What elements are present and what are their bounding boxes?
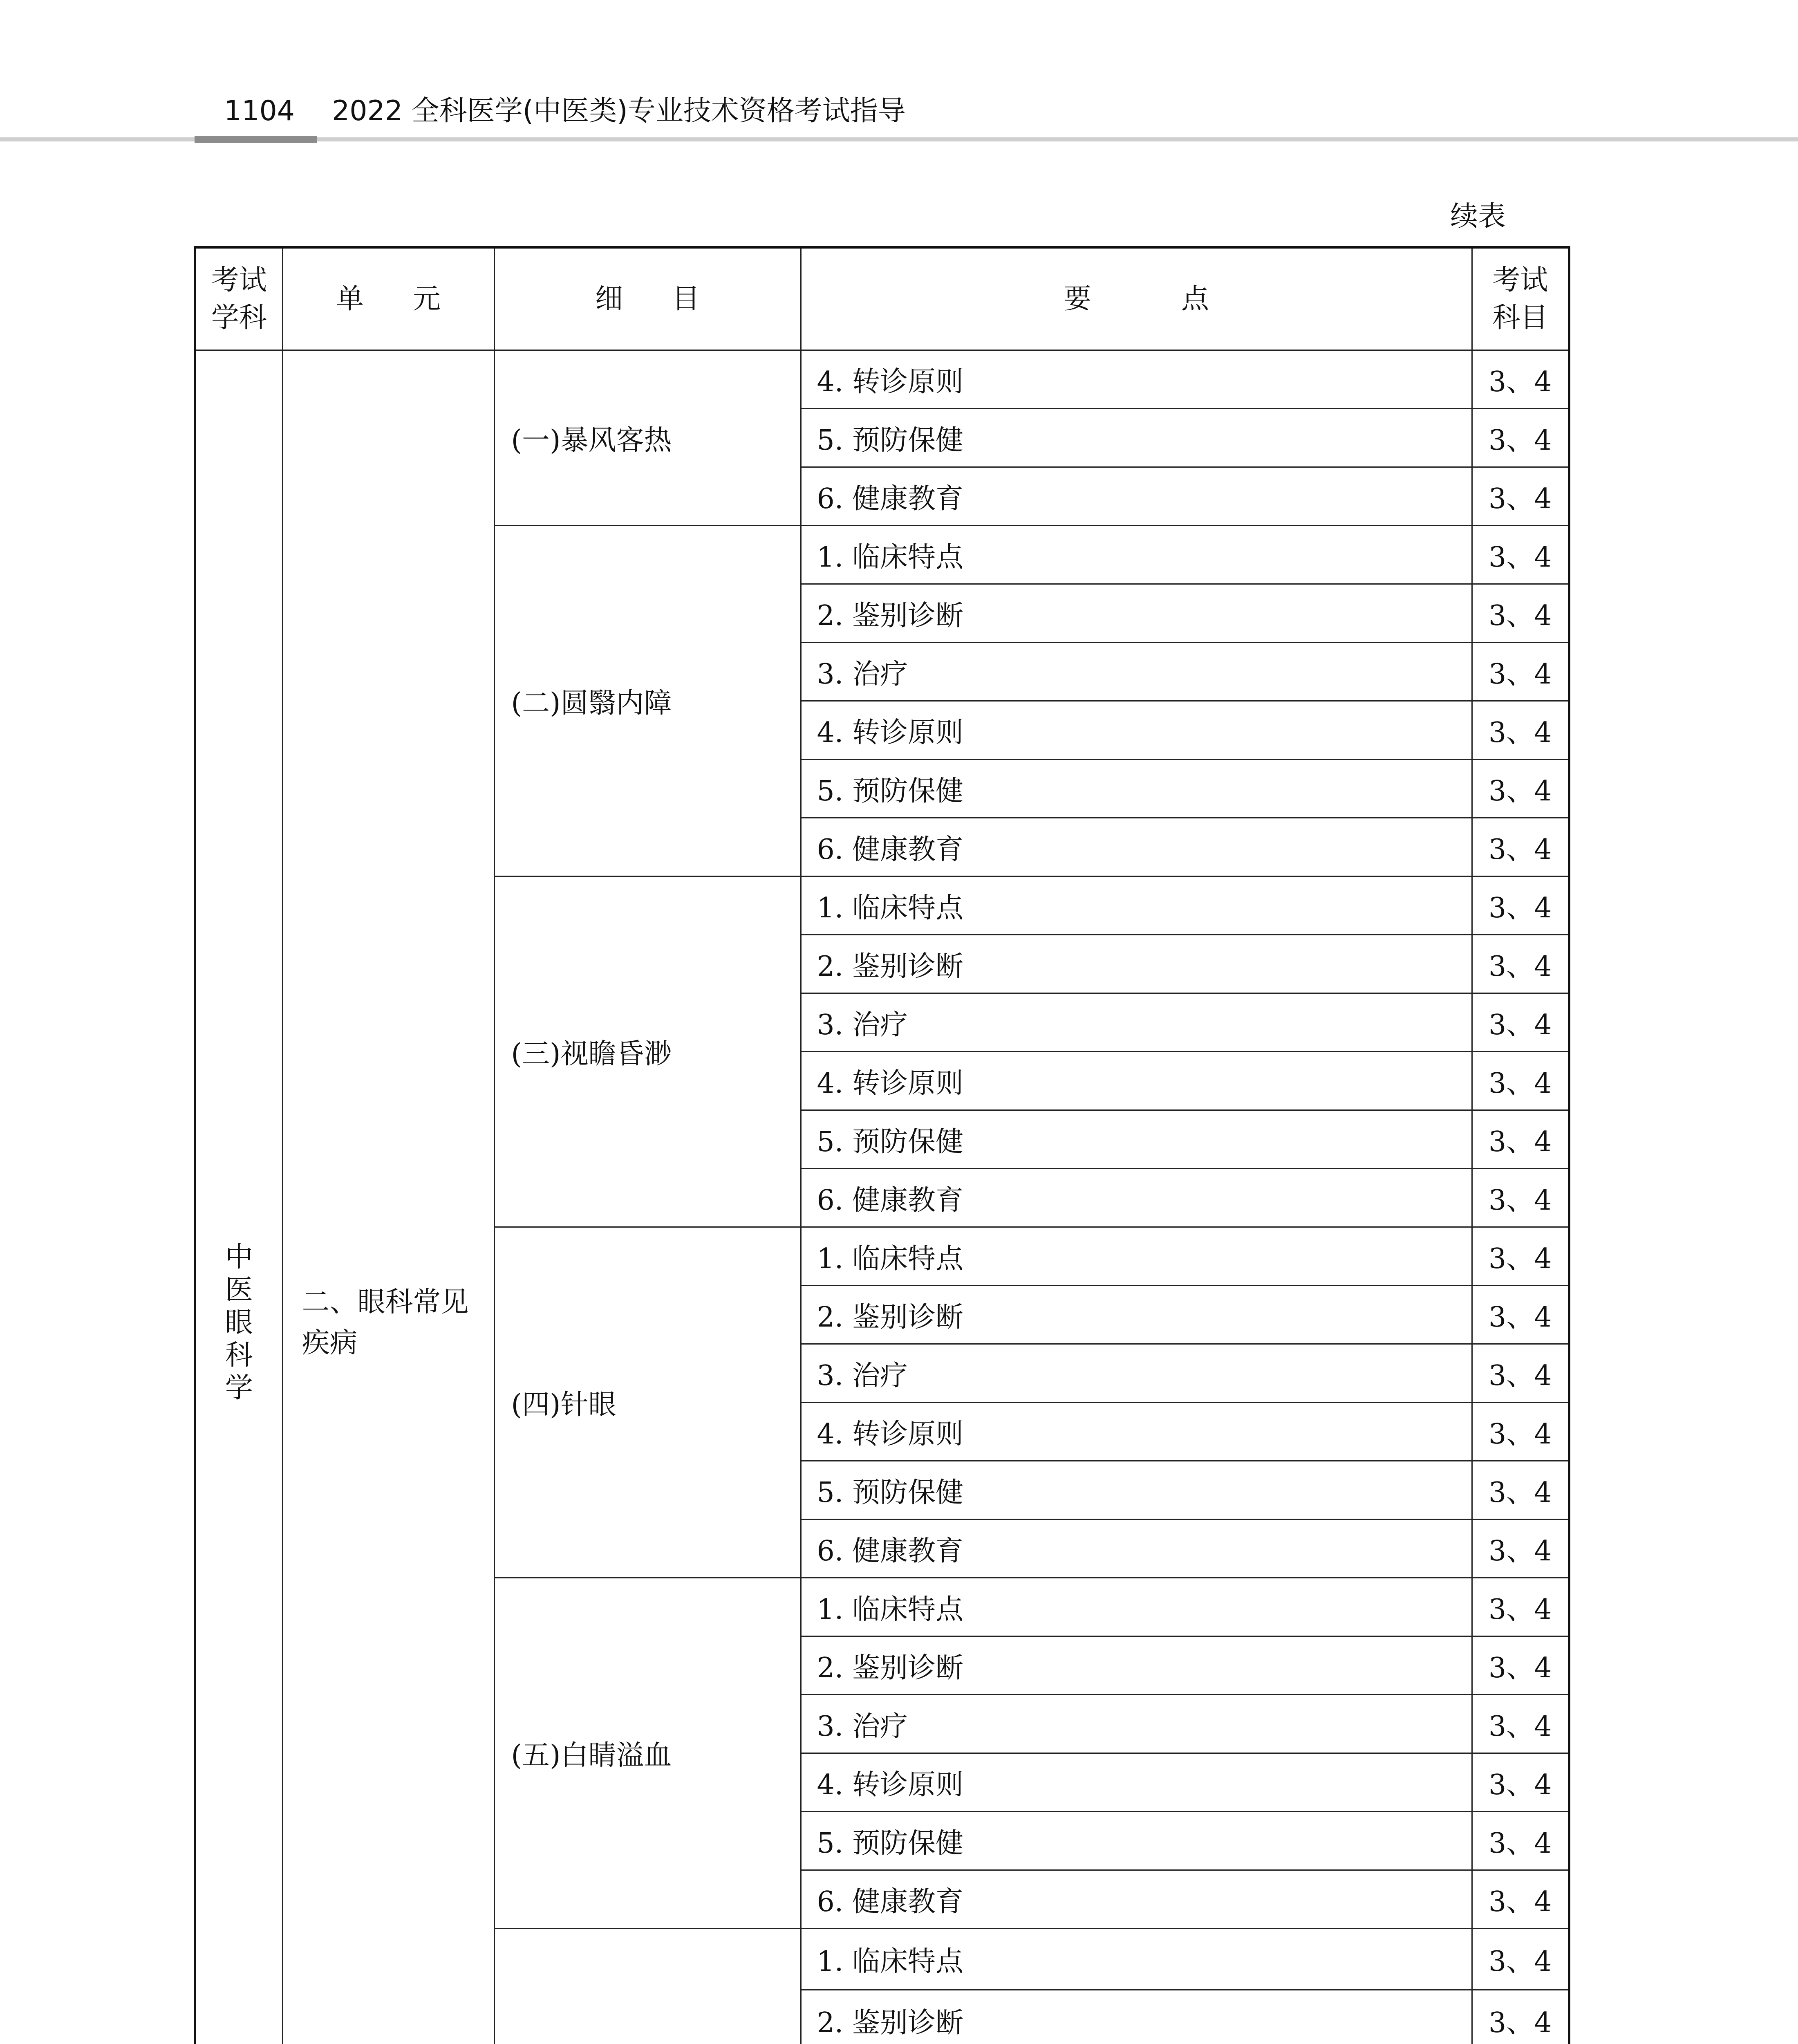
exam-subject-cell: 3、4 <box>1472 1286 1569 1344</box>
header-exam-subject <box>1472 247 1569 350</box>
point-cell: 3. 治疗 <box>801 993 1472 1052</box>
point-cell: 2. 鉴别诊断 <box>801 935 1472 993</box>
exam-subject-cell: 3、4 <box>1472 1169 1569 1227</box>
exam-syllabus-table <box>194 246 1570 2044</box>
point-cell: 6. 健康教育 <box>801 1169 1472 1227</box>
exam-subject-cell: 3、4 <box>1472 1520 1569 1578</box>
point-cell: 6. 健康教育 <box>801 818 1472 876</box>
point-cell: 4. 转诊原则 <box>801 1052 1472 1110</box>
exam-subject-cell: 3、4 <box>1472 643 1569 701</box>
exam-subject-cell: 3、4 <box>1472 1052 1569 1110</box>
page-header <box>0 0 1798 147</box>
exam-subject-cell: 3、4 <box>1472 760 1569 818</box>
header-exam-subject-area-line1: 考试 <box>211 264 267 296</box>
exam-subject-cell: 3、4 <box>1472 467 1569 526</box>
point-cell: 1. 临床特点 <box>801 526 1472 584</box>
exam-subject-cell: 3、4 <box>1472 1636 1569 1695</box>
point-cell: 5. 预防保健 <box>801 409 1472 467</box>
point-cell: 2. 鉴别诊断 <box>801 1286 1472 1344</box>
exam-subject-cell: 3、4 <box>1472 1753 1569 1812</box>
header-exam-subject-line1: 考试 <box>1492 264 1548 296</box>
exam-subject-cell: 3、4 <box>1472 1695 1569 1753</box>
detail-cell: (三)视瞻昏渺 <box>494 876 801 1227</box>
subject-name: 中医眼科学 <box>225 1241 253 1405</box>
header-exam-subject-line2: 科目 <box>1492 301 1548 334</box>
point-cell: 3. 治疗 <box>801 643 1472 701</box>
point-cell: 1. 临床特点 <box>801 1227 1472 1286</box>
exam-subject-cell: 3、4 <box>1472 526 1569 584</box>
exam-subject-cell: 3、4 <box>1472 409 1569 467</box>
exam-subject-cell: 3、4 <box>1472 1227 1569 1286</box>
detail-cell <box>494 1929 801 2044</box>
point-cell: 2. 鉴别诊断 <box>801 1636 1472 1695</box>
point-cell: 2. 鉴别诊断 <box>801 1990 1472 2044</box>
exam-subject-cell: 3、4 <box>1472 701 1569 760</box>
point-cell: 3. 治疗 <box>801 1344 1472 1403</box>
point-cell: 5. 预防保健 <box>801 1812 1472 1870</box>
point-cell: 6. 健康教育 <box>801 1520 1472 1578</box>
exam-subject-cell: 3、4 <box>1472 1990 1569 2044</box>
exam-subject-cell: 3、4 <box>1472 993 1569 1052</box>
header-exam-subject-area <box>195 247 282 350</box>
header-unit: 单元 <box>282 247 494 350</box>
exam-subject-cell: 3、4 <box>1472 876 1569 935</box>
header-detail: 细目 <box>494 247 801 350</box>
detail-cell: (二)圆翳内障 <box>494 526 801 876</box>
table-row <box>195 350 1569 409</box>
point-cell: 4. 转诊原则 <box>801 350 1472 409</box>
point-cell: 4. 转诊原则 <box>801 1403 1472 1461</box>
header-rule-accent <box>195 136 317 143</box>
exam-subject-cell: 3、4 <box>1472 818 1569 876</box>
point-cell: 6. 健康教育 <box>801 467 1472 526</box>
exam-subject-cell: 3、4 <box>1472 1344 1569 1403</box>
point-cell: 5. 预防保健 <box>801 760 1472 818</box>
point-cell: 5. 预防保健 <box>801 1461 1472 1520</box>
detail-cell: (四)针眼 <box>494 1227 801 1578</box>
exam-subject-cell: 3、4 <box>1472 1110 1569 1169</box>
point-cell: 1. 临床特点 <box>801 876 1472 935</box>
book-title: 2022 全科医学(中医类)专业技术资格考试指导 <box>332 95 906 127</box>
point-cell: 4. 转诊原则 <box>801 1753 1472 1812</box>
point-cell: 2. 鉴别诊断 <box>801 584 1472 643</box>
point-cell: 4. 转诊原则 <box>801 701 1472 760</box>
exam-subject-cell: 3、4 <box>1472 935 1569 993</box>
detail-cell: (一)暴风客热 <box>494 350 801 526</box>
exam-subject-cell: 3、4 <box>1472 350 1569 409</box>
exam-subject-cell: 3、4 <box>1472 1578 1569 1636</box>
header-exam-subject-area-line2: 学科 <box>211 301 267 334</box>
unit-cell: 二、眼科常见疾病 <box>282 350 494 2044</box>
page-number: 1104 <box>224 95 295 127</box>
point-cell: 1. 临床特点 <box>801 1929 1472 1990</box>
header-points: 要点 <box>801 247 1472 350</box>
exam-subject-cell: 3、4 <box>1472 584 1569 643</box>
point-cell: 1. 临床特点 <box>801 1578 1472 1636</box>
table-body <box>195 350 1569 2044</box>
exam-subject-cell: 3、4 <box>1472 1812 1569 1870</box>
point-cell: 5. 预防保健 <box>801 1110 1472 1169</box>
exam-subject-cell: 3、4 <box>1472 1461 1569 1520</box>
point-cell: 6. 健康教育 <box>801 1870 1472 1929</box>
exam-subject-cell: 3、4 <box>1472 1929 1569 1990</box>
detail-cell: (五)白睛溢血 <box>494 1578 801 1929</box>
exam-subject-cell: 3、4 <box>1472 1403 1569 1461</box>
exam-subject-cell: 3、4 <box>1472 1870 1569 1929</box>
subject-cell <box>195 350 282 2044</box>
table-header-row <box>195 247 1569 350</box>
point-cell: 3. 治疗 <box>801 1695 1472 1753</box>
continued-table-label: 续表 <box>1450 200 1506 233</box>
